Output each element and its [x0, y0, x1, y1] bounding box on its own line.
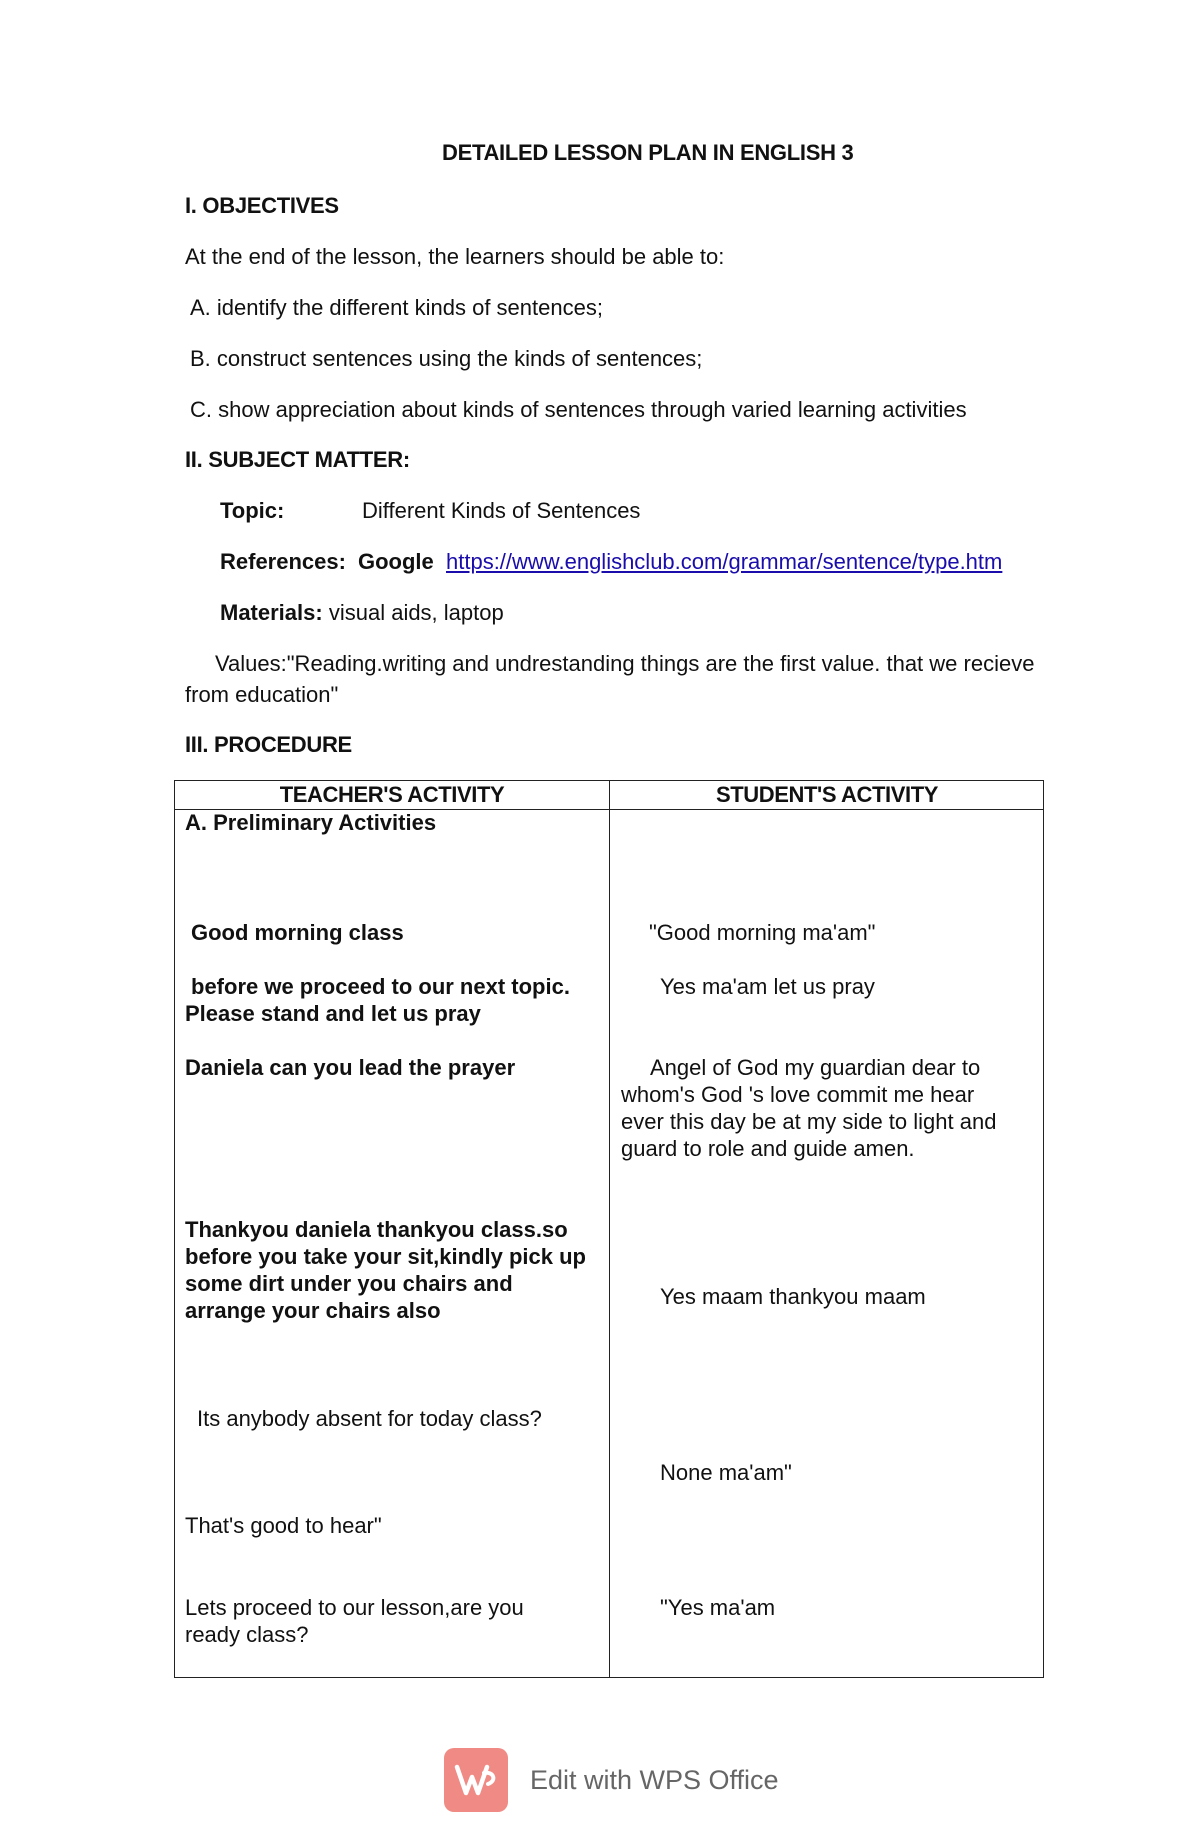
teacher-absent: Its anybody absent for today class?: [197, 1406, 542, 1431]
teacher-thanks-4: arrange your chairs also: [185, 1298, 441, 1323]
wps-watermark[interactable]: [444, 1748, 779, 1812]
student-prayer-1: Angel of God my guardian dear to: [650, 1055, 981, 1080]
procedure-heading: III. PROCEDURE: [185, 732, 352, 757]
subject-matter-heading: II. SUBJECT MATTER:: [185, 447, 410, 472]
materials-line: [220, 600, 504, 626]
teacher-greet: Good morning class: [191, 920, 404, 945]
teacher-thanks-3: some dirt under you chairs and: [185, 1271, 513, 1296]
wps-office-logo-icon: [444, 1748, 508, 1812]
column-divider: [609, 781, 610, 1677]
teacher-good: That's good to hear": [185, 1513, 382, 1538]
procedure-table: [174, 780, 1044, 1678]
materials-label: Materials:: [220, 600, 323, 625]
objectives-intro: At the end of the lesson, the learners should be able to:: [185, 244, 725, 269]
teacher-lead: Daniela can you lead the prayer: [185, 1055, 516, 1080]
student-greet: "Good morning ma'am": [649, 920, 876, 945]
student-none: None ma'am": [660, 1460, 792, 1485]
topic-label: Topic:: [220, 498, 285, 523]
document-title: DETAILED LESSON PLAN IN ENGLISH 3: [442, 140, 854, 165]
student-prayer-4: guard to role and guide amen.: [621, 1136, 915, 1161]
teacher-preliminary: A. Preliminary Activities: [185, 810, 437, 835]
student-prayer-2: whom's God 's love commit me hear: [621, 1082, 975, 1107]
topic-value: Different Kinds of Sentences: [362, 498, 641, 523]
student-activity-header: STUDENT'S ACTIVITY: [715, 782, 939, 807]
objective-item-a: A. identify the different kinds of sentences;: [190, 295, 603, 320]
references-label: References:: [220, 549, 346, 574]
teacher-pray-2: Please stand and let us pray: [185, 1001, 481, 1026]
teacher-pray-1: before we proceed to our next topic.: [191, 974, 570, 999]
values-line-1: Values:"Reading.writing and undrestanding things are the first value. that we recieve: [215, 651, 1035, 676]
teacher-thanks-1: Thankyou daniela thankyou class.so: [185, 1217, 568, 1242]
teacher-proceed-1: Lets proceed to our lesson,are you: [185, 1595, 524, 1620]
student-thanks: Yes maam thankyou maam: [660, 1284, 926, 1309]
objectives-heading: I. OBJECTIVES: [185, 193, 339, 218]
student-pray: Yes ma'am let us pray: [660, 974, 875, 999]
student-ready: "Yes ma'am: [660, 1595, 776, 1620]
student-prayer-3: ever this day be at my side to light and: [621, 1109, 997, 1134]
objective-item-b: B. construct sentences using the kinds of sentences;: [190, 346, 703, 371]
teacher-proceed-2: ready class?: [185, 1622, 309, 1647]
teacher-thanks-2: before you take your sit,kindly pick up: [185, 1244, 586, 1269]
teacher-activity-header: TEACHER'S ACTIVITY: [279, 782, 505, 807]
references-source: Google: [358, 549, 434, 574]
materials-value: visual aids, laptop: [328, 600, 504, 625]
references-link[interactable]: https://www.englishclub.com/grammar/sentence/type.htm: [446, 549, 1003, 574]
wps-footer-text: Edit with WPS Office: [530, 1764, 779, 1795]
values-line-2: from education": [185, 682, 339, 707]
objective-item-c: C. show appreciation about kinds of sentences through varied learning activities: [190, 397, 967, 422]
